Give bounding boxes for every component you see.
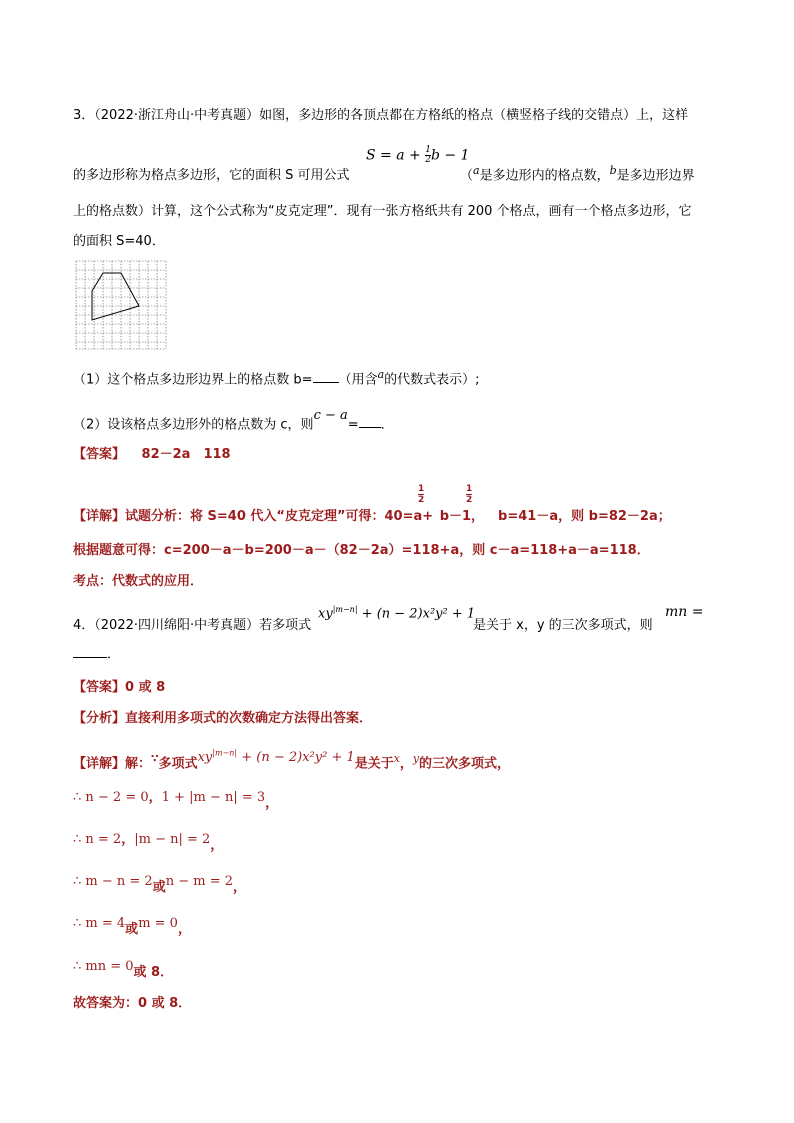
q3-line2-text: 的多边形称为格点多边形，它的面积 S 可用公式 [73,168,350,183]
step-1 [73,786,279,811]
q4-answer-label: 【答案】 [73,680,126,695]
detail-frac-1 [418,484,424,505]
frac2-den: 2 [466,495,473,505]
half-num: 1 [425,145,431,155]
var-b: b [609,164,617,177]
step-4 [73,912,191,937]
because-symbol: ∵ [151,752,159,765]
q3-line3: 上的格点数）计算，这个公式称为“皮克定理”．现有一张方格纸共有 200 个格点，画有一个格点多边形，它 [73,204,692,219]
step3-math: ∴ m − n = 2 [73,874,153,889]
detail-poly-xy: xy [197,750,213,766]
q4-detail-label: 【详解】 [73,756,126,772]
q4-detail-poly [198,750,355,765]
step1-math2: 1 + |m − n| = 3 [161,790,266,805]
q3-line2-right: （$^a$是多边形内的格点数，$^b$是多边形边界 [460,164,695,184]
q3-line1: 3．（2022·浙江舟山·中考真题）如图，多边形的各顶点都在方格纸的格点（横竖格子线的交错点）上，这样 [73,108,689,123]
comma: ， [399,756,413,772]
q3-detail-line2: 根据题意可得：c=200－a－b=200－a－（82－2a）=118+a，则 c－a=118+a－a=118． [73,543,650,558]
lattice-grid [76,261,166,349]
answer-blank-1 [313,370,339,383]
q4-line1-b: 是关于 x，y 的三次多项式，则 [473,618,653,633]
q3-point: 考点：代数式的应用． [73,574,204,589]
poly-rest: + (n − 2)x²y² + 1 [357,606,476,622]
sub1-text: （1）这个格点多边形边界上的格点数 b= [73,372,313,388]
step4-math: ∴ m = 4 [73,916,126,931]
q3-sub2 [73,408,394,433]
sub1-var-a: a [377,368,385,381]
sub1-text-c: 的代数式表示）; [384,372,480,388]
step1-sep: ， [148,790,162,805]
step1-math: ∴ n − 2 = 0 [73,790,149,805]
poly-exp: |m−n| [332,605,358,614]
q4-mn: mn = [665,604,704,620]
step4-end: ， [177,922,191,937]
q4-answer [73,676,165,695]
q4-line2-end: ． [107,647,121,662]
detail-frac-2 [466,484,472,505]
step3-math2: n − m = 2 [165,874,234,889]
q4-polynomial [318,605,475,621]
step5-math: ∴ mn = 0 [73,959,134,974]
sub2-eq: = [347,417,359,433]
step2-sep: ， [121,832,135,847]
q3-line2 [73,164,350,183]
step4-math2: m = 0 [138,916,178,931]
q3-line2-c: 是多边形边界 [616,168,695,184]
detail-line1-a: 试题分析：将 S=40 代入“皮克定理”可得：40=a+ [125,509,438,524]
step2-math: ∴ n = 2 [73,832,122,847]
detail-line1-b: b－1， [439,509,485,524]
q4-detail-a: 解： [125,756,152,772]
q3-answer [73,443,231,462]
sub2-math: c − a [313,408,348,423]
detail-line1-c: b=41－a，则 b=82－2a； [498,509,671,524]
sub1-text-b: （用含 [338,372,378,388]
step3-sep: 或 [152,880,166,895]
frac1-num: 1 [418,484,425,494]
q4-final: 故答案为：0 或 8． [73,996,192,1011]
answer-value: 82－2a 118 [141,447,231,462]
q4-detail-b: 多项式 [158,756,198,772]
detail-poly-exp: |m−n| [212,749,238,758]
frac1-den: 2 [418,495,425,505]
q4-detail-d: 的三次多项式， [419,756,511,772]
step5-sep: 或 8． [133,965,174,980]
step2-end: ， [210,838,224,853]
q4-answer-value: 0 或 8 [125,680,166,695]
detail-label: 【详解】 [73,509,126,524]
q4-line1-a: 4．（2022·四川绵阳·中考真题）若多项式 [73,618,312,633]
step4-sep: 或 [125,922,139,937]
q4-line1 [73,614,311,633]
q4-detail-c: 是关于 [354,756,394,772]
step-3 [73,870,247,895]
poly-xy: xy [318,606,333,622]
var-y: y [412,752,420,765]
q3-line2-b: 是多边形内的格点数， [479,168,610,184]
var-a: a [473,164,480,177]
step2-math2: |m − n| = 2 [134,832,211,847]
var-x: x [393,752,400,765]
step3-end: ， [233,880,247,895]
lattice-figure [74,259,168,351]
q3-detail-line1 [73,505,671,524]
pick-formula: $S = a + \frac{1}{2}$ b − 1 [366,145,470,165]
step1-end: ， [265,796,279,811]
q4-analysis [73,707,372,726]
q3-sub1 [73,368,480,387]
frac2-num: 1 [466,484,473,494]
sub2-text: （2）设该格点多边形外的格点数为 c，则 [73,417,314,433]
step-5 [73,955,174,980]
answer-label: 【答案】 [73,447,126,462]
q4-analysis-label: 【分析】 [73,711,126,726]
step-2 [73,828,224,853]
answer-blank-2 [359,415,381,428]
q4-analysis-text: 直接利用多项式的次数确定方法得出答案． [125,711,373,726]
half-den: 2 [425,155,431,165]
q3-line4: 的面积 S=40． [73,234,165,249]
detail-poly-rest: + (n − 2)x²y² + 1 [237,750,355,766]
sub2-end: ． [380,417,394,433]
lattice-polygon [92,273,139,320]
q4-detail [73,749,511,772]
q4-line2 [73,643,120,662]
answer-blank-3 [73,645,107,658]
